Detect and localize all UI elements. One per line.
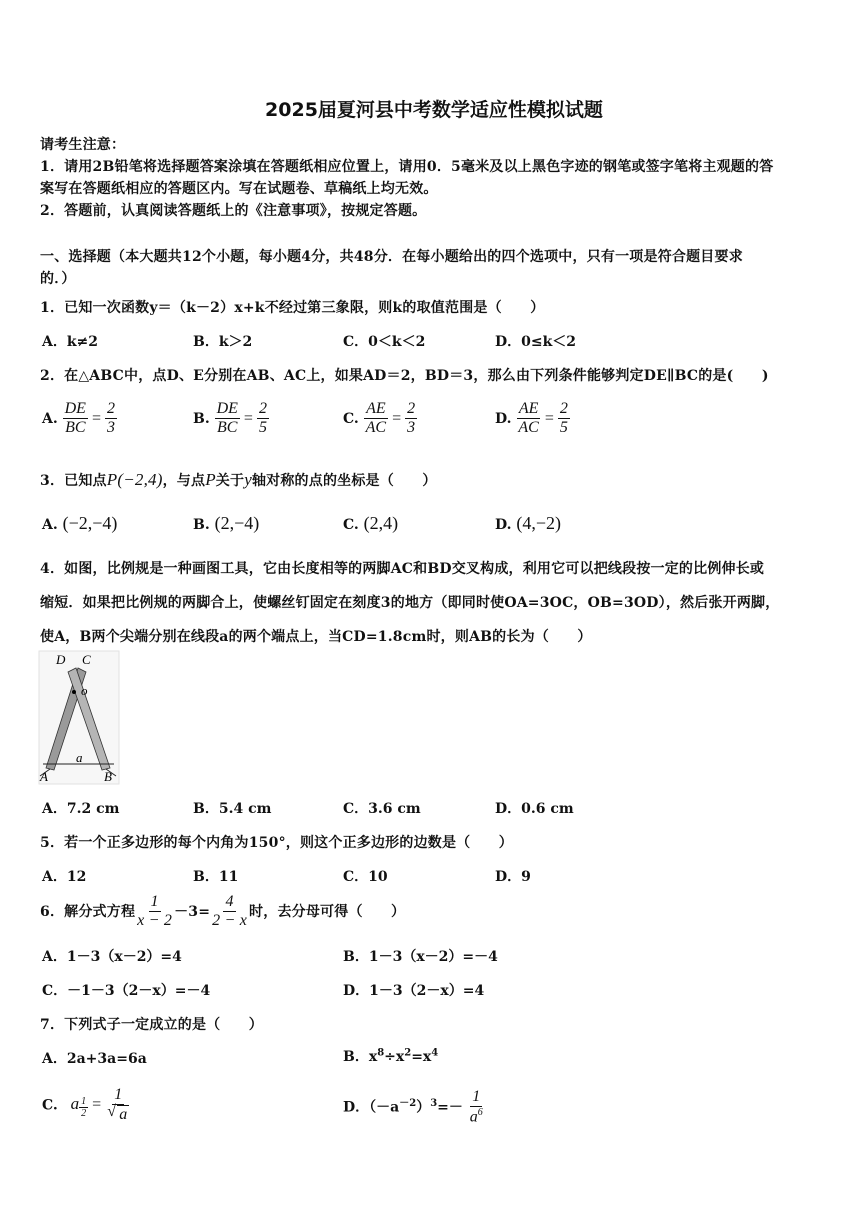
equals-sign: = bbox=[544, 409, 554, 427]
question-3-option-c bbox=[343, 513, 398, 534]
exponent: 4 bbox=[431, 1047, 439, 1059]
question-4-option-a: A．7.2 cm bbox=[42, 801, 120, 817]
point-expression: P(−2,4) bbox=[106, 470, 163, 489]
question-7-stem: 7．下列式子一定成立的是（ ） bbox=[40, 1017, 263, 1033]
question-4-stem-line-2: 缩短．如果把比例规的两脚合上，使螺丝钉固定在刻度3的地方（即同时使OA=3OC，OB=3OD），然后张开两脚， bbox=[40, 595, 780, 611]
stem-text: 轴对称的点的坐标是（ ） bbox=[251, 473, 437, 489]
denominator: BC bbox=[217, 419, 238, 437]
question-4-stem-line-3: 使A，B两个尖端分别在线段a的两个端点上，当CD=1.8cm时，则AB的长为（ ） bbox=[40, 629, 592, 645]
question-3-stem bbox=[40, 470, 437, 490]
option-text: =x bbox=[411, 1049, 432, 1065]
option-text: B．x bbox=[343, 1049, 378, 1065]
proportional-compass-figure bbox=[38, 650, 120, 785]
question-1-option-c: C．0＜k＜2 bbox=[343, 334, 426, 350]
fraction bbox=[210, 893, 249, 931]
option-label: B. bbox=[193, 410, 210, 427]
option-label: C. bbox=[343, 410, 359, 427]
stem-text: 时，去分母可得（ ） bbox=[249, 903, 406, 920]
base: a bbox=[469, 1108, 478, 1126]
exponent: －2 bbox=[399, 1097, 417, 1109]
question-3-option-a bbox=[42, 513, 117, 534]
square-root: √ a bbox=[117, 1105, 129, 1124]
denominator: 2 − x bbox=[212, 912, 248, 930]
base: a bbox=[70, 1094, 80, 1114]
question-1-stem: 1．已知一次函数y＝（k－2）x+k不经过第三象限，则k的取值范围是（ ） bbox=[40, 300, 545, 316]
question-6-option-d: D．1－3（2－x）=4 bbox=[343, 983, 485, 999]
fraction bbox=[468, 1088, 485, 1127]
coordinate: (2,4) bbox=[363, 513, 399, 533]
option-label: C. bbox=[42, 1097, 58, 1114]
question-7-option-c bbox=[42, 1086, 131, 1125]
label-segment-a: a bbox=[76, 750, 83, 765]
question-3-option-b bbox=[193, 513, 259, 534]
option-label: D. bbox=[495, 410, 512, 427]
numerator: 1 bbox=[112, 1086, 124, 1105]
question-6-option-a: A．1－3（x－2）=4 bbox=[42, 949, 182, 965]
question-6-stem bbox=[40, 893, 405, 931]
question-2-option-a bbox=[42, 400, 117, 438]
equals-sign: = bbox=[243, 409, 253, 427]
question-5-option-c: C．10 bbox=[343, 869, 388, 885]
label-d: D bbox=[56, 652, 66, 667]
question-4-option-d: D．0.6 cm bbox=[495, 801, 574, 817]
question-4-stem-line-1: 4．如图，比例规是一种画图工具，它由长度相等的两脚AC和BD交叉构成，利用它可以把线段按一定的比例伸长或 bbox=[40, 561, 765, 577]
exponent: 6 bbox=[477, 1107, 483, 1119]
denominator: 2 bbox=[81, 1108, 87, 1120]
point-name: P bbox=[205, 470, 216, 489]
question-7-option-a: A．2a+3a=6a bbox=[42, 1051, 147, 1067]
denominator: 5 bbox=[258, 419, 267, 437]
notice-item-1-cont: 案写在答题纸相应的答题区内。写在试题卷、草稿纸上均无效。 bbox=[40, 181, 438, 197]
numerator: 4 bbox=[223, 893, 235, 912]
stem-text: 3．已知点 bbox=[40, 473, 107, 489]
denominator: AC bbox=[518, 419, 539, 437]
question-5-option-d: D．9 bbox=[495, 869, 531, 885]
numerator: DE bbox=[215, 400, 240, 419]
fraction bbox=[405, 400, 417, 438]
question-1-option-d: D．0≤k＜2 bbox=[495, 334, 577, 350]
fraction bbox=[105, 1086, 131, 1125]
pivot-point-o bbox=[72, 690, 76, 694]
fraction bbox=[135, 893, 174, 931]
numerator: 2 bbox=[405, 400, 417, 419]
question-4-option-b: B．5.4 cm bbox=[193, 801, 272, 817]
option-label: A. bbox=[42, 410, 58, 427]
question-2-option-b bbox=[193, 400, 269, 438]
numerator: AE bbox=[364, 400, 388, 419]
option-text: D．（－a bbox=[343, 1099, 400, 1116]
question-7-option-b bbox=[343, 1046, 438, 1066]
option-label: C. bbox=[343, 517, 359, 533]
equals-sign: = bbox=[392, 409, 402, 427]
question-2-option-c bbox=[343, 400, 417, 438]
option-text: =－ bbox=[437, 1099, 463, 1116]
numerator: 1 bbox=[149, 893, 161, 912]
axis-name: y bbox=[244, 470, 252, 489]
question-5-option-a: A．12 bbox=[42, 869, 87, 885]
denominator: 3 bbox=[407, 419, 416, 437]
equals-sign: = bbox=[91, 409, 101, 427]
question-5-option-b: B．11 bbox=[193, 869, 239, 885]
page-title: 2025届夏河县中考数学适应性模拟试题 bbox=[265, 99, 603, 121]
question-1-option-a: A．k≠2 bbox=[42, 334, 99, 350]
label-a: A bbox=[40, 769, 48, 784]
question-3-option-d bbox=[495, 513, 561, 534]
denominator: 5 bbox=[559, 419, 568, 437]
stem-text: －3= bbox=[174, 903, 211, 920]
denominator: 3 bbox=[106, 419, 115, 437]
question-2-stem: 2．在△ABC中，点D、E分别在AB、AC上，如果AD＝2，BD＝3，那么由下列条件能够判定DE∥BC的是( ) bbox=[40, 368, 769, 384]
fraction bbox=[364, 400, 388, 438]
equals-sign: = bbox=[92, 1096, 102, 1114]
fraction bbox=[516, 400, 540, 438]
coordinate: (2,−4) bbox=[214, 513, 260, 533]
fraction bbox=[257, 400, 269, 438]
option-label: D. bbox=[495, 517, 512, 533]
fraction bbox=[558, 400, 570, 438]
denominator bbox=[468, 1107, 485, 1127]
exponent: 2 bbox=[404, 1047, 412, 1059]
question-6-option-b: B．1－3（x－2）=－4 bbox=[343, 949, 498, 965]
notice-item-1: 1．请用2B铅笔将选择题答案涂填在答题纸相应位置上，请用0．5毫米及以上黑色字迹的钢笔或签字笔将主观题的答 bbox=[40, 159, 774, 175]
question-1-option-b: B．k＞2 bbox=[193, 334, 253, 350]
option-text: ） bbox=[416, 1099, 431, 1116]
section-heading: 一、选择题（本大题共12个小题，每小题4分，共48分．在每小题给出的四个选项中，只有一项是符合题目要求 bbox=[40, 249, 743, 265]
fraction bbox=[63, 400, 88, 438]
fractional-exponent bbox=[79, 1096, 88, 1120]
numerator: 1 bbox=[470, 1088, 482, 1107]
option-text: ÷x bbox=[384, 1049, 405, 1065]
label-b: B bbox=[104, 769, 112, 784]
fraction bbox=[105, 400, 117, 438]
exponent: 8 bbox=[377, 1047, 385, 1059]
denominator: BC bbox=[65, 419, 86, 437]
question-5-stem: 5．若一个正多边形的每个内角为150°，则这个正多边形的边数是（ ） bbox=[40, 835, 513, 851]
fraction bbox=[215, 400, 240, 438]
numerator: DE bbox=[63, 400, 88, 419]
denominator: x − 2 bbox=[137, 912, 173, 930]
notice-item-2: 2．答题前，认真阅读答题纸上的《注意事项》，按规定答题。 bbox=[40, 203, 427, 219]
option-label: B. bbox=[193, 517, 210, 533]
numerator: 2 bbox=[105, 400, 117, 419]
label-c: C bbox=[82, 652, 91, 667]
option-label: A. bbox=[42, 517, 58, 533]
section-heading-cont: 的．） bbox=[40, 271, 76, 287]
numerator: 2 bbox=[257, 400, 269, 419]
denominator bbox=[105, 1105, 131, 1124]
exponent: 3 bbox=[430, 1097, 438, 1109]
stem-text: 6．解分式方程 bbox=[40, 903, 136, 920]
stem-text: 关于 bbox=[215, 473, 245, 489]
coordinate: (4,−2) bbox=[516, 513, 562, 533]
label-o: o bbox=[81, 683, 88, 698]
notice-heading: 请考生注意： bbox=[40, 137, 126, 153]
numerator: 2 bbox=[558, 400, 570, 419]
coordinate: (−2,−4) bbox=[62, 513, 118, 533]
denominator: AC bbox=[365, 419, 387, 437]
question-4-option-c: C．3.6 cm bbox=[343, 801, 421, 817]
stem-text: ，与点 bbox=[162, 473, 206, 489]
question-6-option-c: C．－1－3（2－x）=－4 bbox=[42, 983, 211, 999]
numerator: 1 bbox=[81, 1095, 87, 1107]
question-7-option-d bbox=[343, 1088, 485, 1127]
question-2-option-d bbox=[495, 400, 570, 438]
numerator: AE bbox=[517, 400, 541, 419]
